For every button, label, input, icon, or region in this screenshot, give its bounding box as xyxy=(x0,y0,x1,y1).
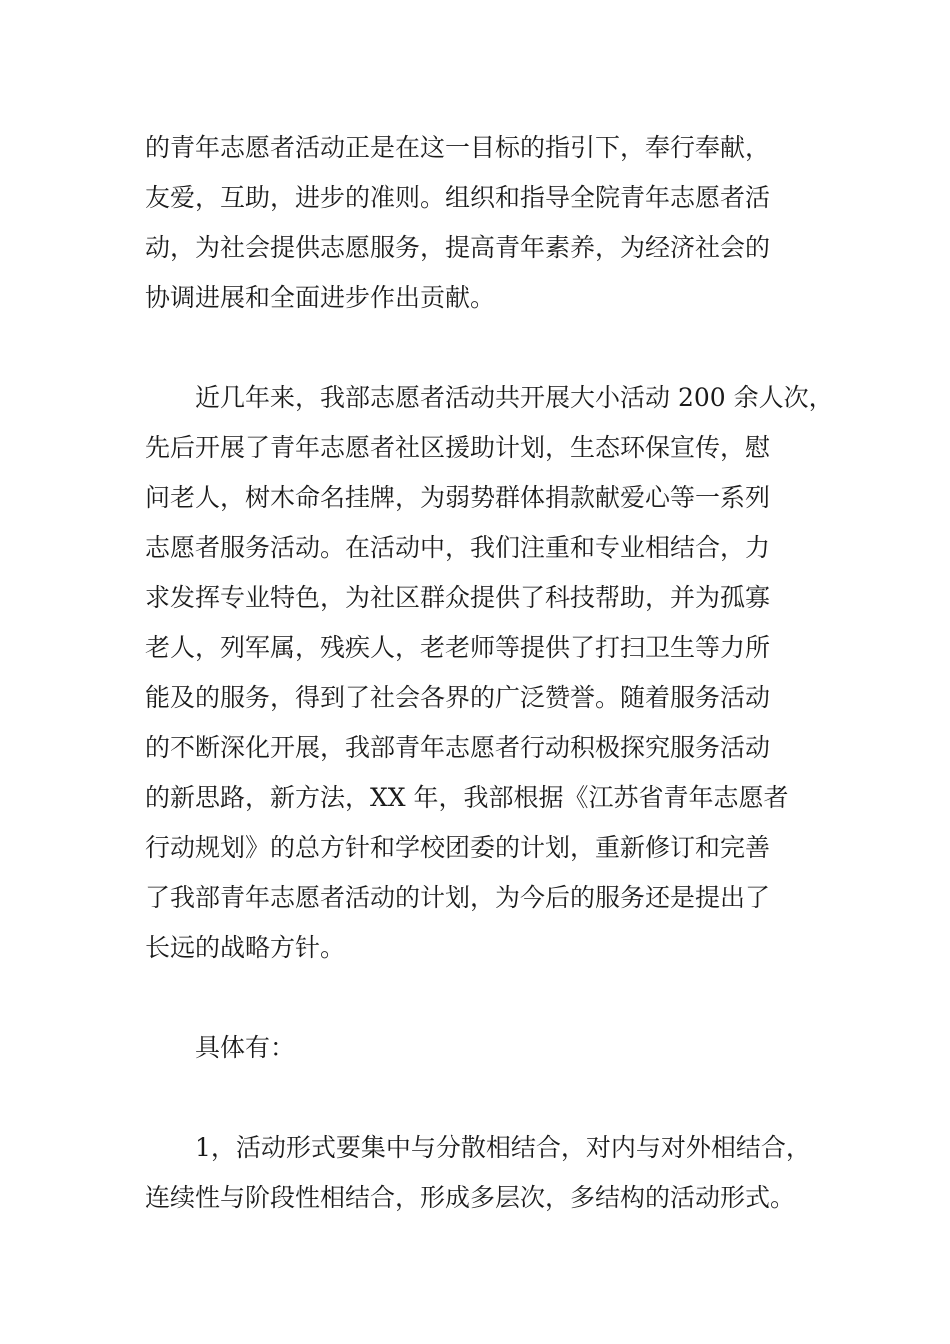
paragraph-1-line-2: 友爱，互助，进步的准则。组织和指导全院青年志愿者活 xyxy=(145,183,771,212)
paragraph-2-line-6: 老人，列军属，残疾人，老老师等提供了打扫卫生等力所 xyxy=(145,633,771,662)
paragraph-2-line-8: 的不断深化开展，我部青年志愿者行动积极探究服务活动 xyxy=(145,733,771,762)
paragraph-1-line-4: 协调进展和全面进步作出贡献。 xyxy=(145,283,496,312)
paragraph-2-line-5: 求发挥专业特色，为社区群众提供了科技帮助，并为孤寡 xyxy=(145,583,771,612)
paragraph-2-line-9: 的新思路，新方法，XX 年，我部根据《江苏省青年志愿者 xyxy=(145,783,789,812)
paragraph-2-line-10: 行动规划》的总方针和学校团委的计划，重新修订和完善 xyxy=(145,833,771,862)
paragraph-4-line-1: 1，活动形式要集中与分散相结合，对内与对外相结合， xyxy=(195,1133,811,1162)
paragraph-2-line-2: 先后开展了青年志愿者社区援助计划，生态环保宣传，慰 xyxy=(145,433,771,462)
paragraph-2-line-12: 长远的战略方针。 xyxy=(145,933,346,962)
paragraph-2-line-11: 了我部青年志愿者活动的计划，为今后的服务还是提出了 xyxy=(145,883,771,912)
paragraph-1-line-1: 的青年志愿者活动正是在这一目标的指引下，奉行奉献， xyxy=(145,133,771,162)
paragraph-4-line-2: 连续性与阶段性相结合，形成多层次，多结构的活动形式。 xyxy=(145,1183,796,1212)
paragraph-2-line-3: 问老人，树木命名挂牌，为弱势群体捐款献爱心等一系列 xyxy=(145,483,771,512)
paragraph-2-line-7: 能及的服务，得到了社会各界的广泛赞誉。随着服务活动 xyxy=(145,683,771,712)
paragraph-1-line-3: 动，为社会提供志愿服务，提高青年素养，为经济社会的 xyxy=(145,233,771,262)
paragraph-2-line-4: 志愿者服务活动。在活动中，我们注重和专业相结合，力 xyxy=(145,533,771,562)
paragraph-2-line-1: 近几年来，我部志愿者活动共开展大小活动 200 余人次， xyxy=(195,383,834,412)
paragraph-3-line-1: 具体有： xyxy=(195,1033,296,1062)
